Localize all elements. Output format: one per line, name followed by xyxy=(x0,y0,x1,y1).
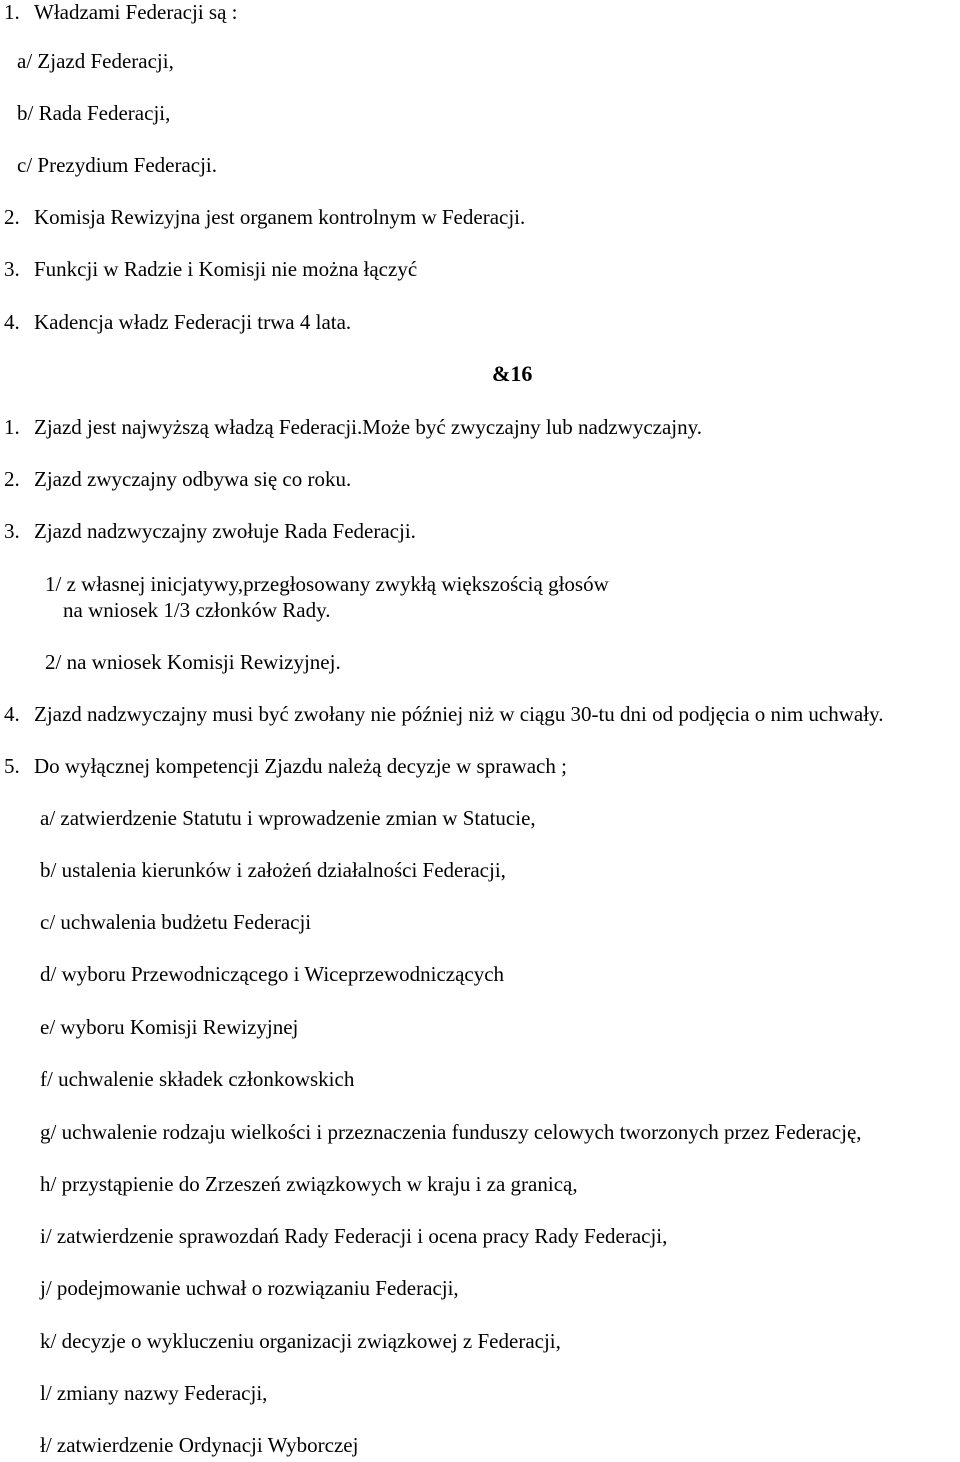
s16-p5-item-f: f/ uchwalenie składek członkowskich xyxy=(40,1067,355,1091)
point-text: Kadencja władz Federacji trwa 4 lata. xyxy=(34,310,352,334)
point-text: Komisja Rewizyjna jest organem kontrolnym w Federacji. xyxy=(34,205,526,229)
s16-point-2 xyxy=(4,467,351,491)
s16-p3-item-1-cont: na wniosek 1/3 członków Rady. xyxy=(63,598,331,622)
s16-point-4 xyxy=(4,702,883,726)
point-number: 3. xyxy=(4,257,20,281)
s15-p1-item-a: a/ Zjazd Federacji, xyxy=(17,49,174,73)
point-number: 1. xyxy=(4,0,20,24)
s15-point-1 xyxy=(4,0,238,24)
s16-p5-item-k: k/ decyzje o wykluczeniu organizacji związkowej z Federacji, xyxy=(40,1329,561,1353)
s16-p3-item-1: 1/ z własnej inicjatywy,przegłosowany zwykłą większością głosów xyxy=(45,572,609,596)
point-number: 1. xyxy=(4,415,20,439)
point-text: Funkcji w Radzie i Komisji nie można łączyć xyxy=(34,257,418,281)
s16-p5-item-a: a/ zatwierdzenie Statutu i wprowadzenie zmian w Statucie, xyxy=(40,806,536,830)
point-text: Zjazd nadzwyczajny musi być zwołany nie później niż w ciągu 30-tu dni od podjęcia o nim uchwały. xyxy=(34,702,884,726)
s15-p1-item-c: c/ Prezydium Federacji. xyxy=(17,153,218,177)
s15-point-4 xyxy=(4,310,351,334)
point-number: 2. xyxy=(4,205,20,229)
section-heading: &16 xyxy=(492,361,533,386)
point-number: 5. xyxy=(4,754,20,778)
point-number: 4. xyxy=(4,310,20,334)
s15-point-2 xyxy=(4,205,525,229)
s16-p5-item-c: c/ uchwalenia budżetu Federacji xyxy=(40,910,312,934)
s16-point-5 xyxy=(4,754,567,778)
s16-p5-item-d: d/ wyboru Przewodniczącego i Wiceprzewodniczących xyxy=(40,962,505,986)
s16-p5-item-j: j/ podejmowanie uchwał o rozwiązaniu Federacji, xyxy=(40,1276,459,1300)
point-number: 2. xyxy=(4,467,20,491)
s16-p3-item-2: 2/ na wniosek Komisji Rewizyjnej. xyxy=(45,650,341,674)
s16-point-1 xyxy=(4,415,702,439)
point-text: Zjazd zwyczajny odbywa się co roku. xyxy=(34,467,352,491)
s16-p5-item-l-stroke: ł/ zatwierdzenie Ordynacji Wyborczej xyxy=(40,1433,359,1457)
s16-p5-item-b: b/ ustalenia kierunków i założeń działalności Federacji, xyxy=(40,858,506,882)
s16-p5-item-l: l/ zmiany nazwy Federacji, xyxy=(40,1381,268,1405)
point-text: Zjazd jest najwyższą władzą Federacji.Może być zwyczajny lub nadzwyczajny. xyxy=(34,415,703,439)
s15-p1-item-b: b/ Rada Federacji, xyxy=(17,101,171,125)
point-number: 4. xyxy=(4,702,20,726)
s16-point-3 xyxy=(4,519,416,543)
s15-point-3 xyxy=(4,257,417,281)
point-text: Zjazd nadzwyczajny zwołuje Rada Federacji. xyxy=(34,519,416,543)
s16-p5-item-i: i/ zatwierdzenie sprawozdań Rady Federacji i ocena pracy Rady Federacji, xyxy=(40,1224,668,1248)
s16-p5-item-g: g/ uchwalenie rodzaju wielkości i przeznaczenia funduszy celowych tworzonych przez Federację, xyxy=(40,1120,862,1144)
point-text: Do wyłącznej kompetencji Zjazdu należą decyzje w sprawach ; xyxy=(34,754,567,778)
point-number: 3. xyxy=(4,519,20,543)
s16-p5-item-e: e/ wyboru Komisji Rewizyjnej xyxy=(40,1015,299,1039)
point-text: Władzami Federacji są : xyxy=(34,0,238,24)
s16-p5-item-h: h/ przystąpienie do Zrzeszeń związkowych w kraju i za granicą, xyxy=(40,1172,578,1196)
